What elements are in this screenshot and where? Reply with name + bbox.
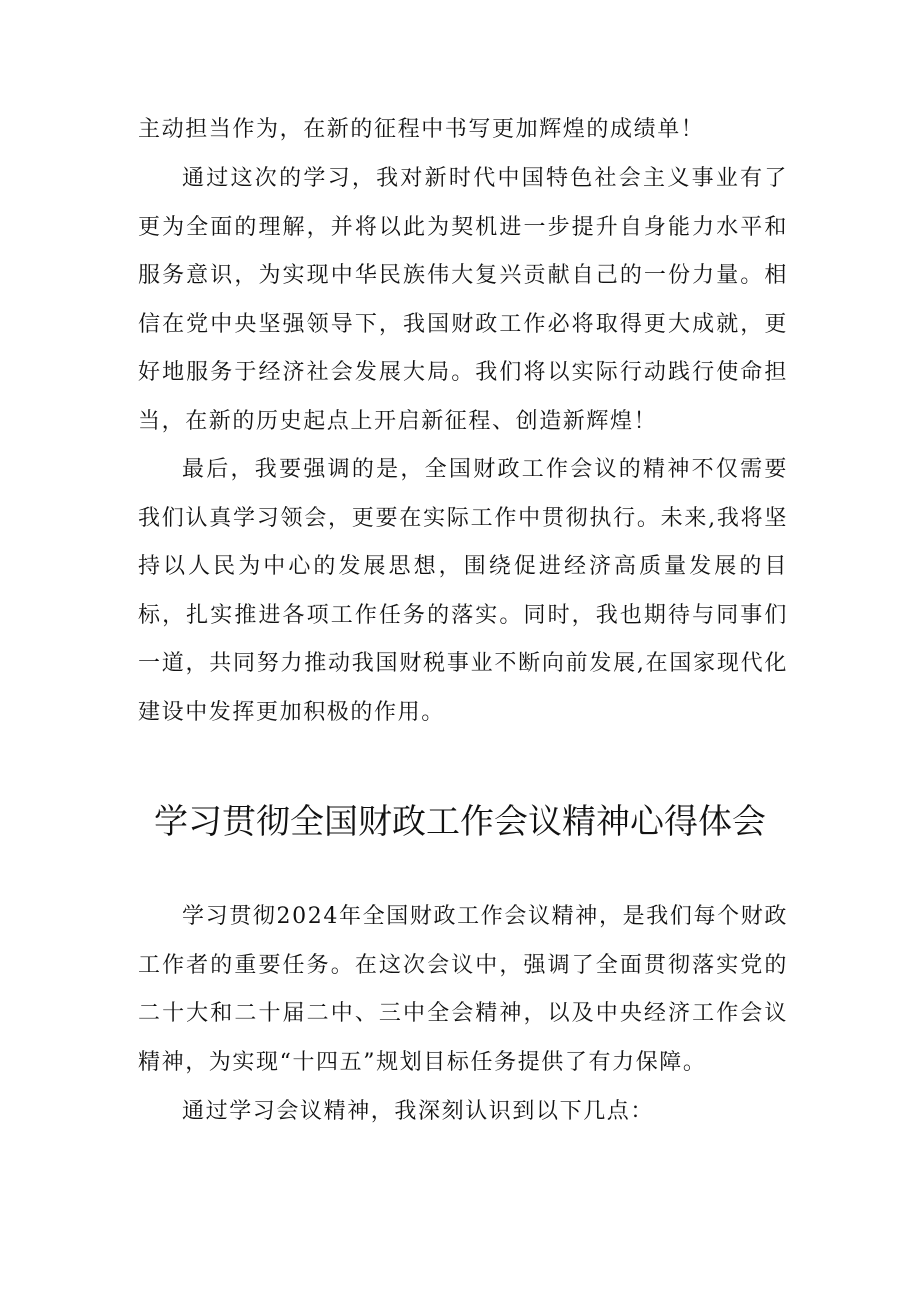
paragraph-study-reflection: 通过这次的学习，我对新时代中国特色社会主义事业有了更为全面的理解，并将以此为契机进一步提升自身能力水平和服务意识，为实现中华民族伟大复兴贡献自己的一份力量。相信在党中央坚强领导下，我国财政工作必将取得更大成就，更好地服务于经济社会发展大局。我们将以实际行动践行使命担当，在新的历史起点上开启新征程、创造新辉煌！ <box>138 166 788 434</box>
paragraph-continuation: 主动担当作为，在新的征程中书写更加辉煌的成绩单！ <box>138 117 705 142</box>
article-title: 学习贯彻全国财政工作会议精神心得体会 <box>154 802 766 842</box>
paragraph-points-lead: 通过学习会议精神，我深刻认识到以下几点： <box>182 1099 655 1124</box>
paragraph-conclusion: 最后，我要强调的是，全国财政工作会议的精神不仅需要我们认真学习领会，更要在实际工作中贯彻执行。未来,我将坚持以人民为中心的发展思想，围绕促进经济高质量发展的目标，扎实推进各项工作任务的落实。同时，我也期待与同事们一道，共同努力推动我国财税事业不断向前发展,在国家现代化建设中发挥更加积极的作用。 <box>138 457 788 725</box>
paragraph-intro: 学习贯彻2024年全国财政工作会议精神，是我们每个财政工作者的重要任务。在这次会议中，强调了全面贯彻落实党的二十大和二十届二中、三中全会精神，以及中央经济工作会议精神，为实现“十四五”规划目标任务提供了有力保障。 <box>138 904 788 1075</box>
